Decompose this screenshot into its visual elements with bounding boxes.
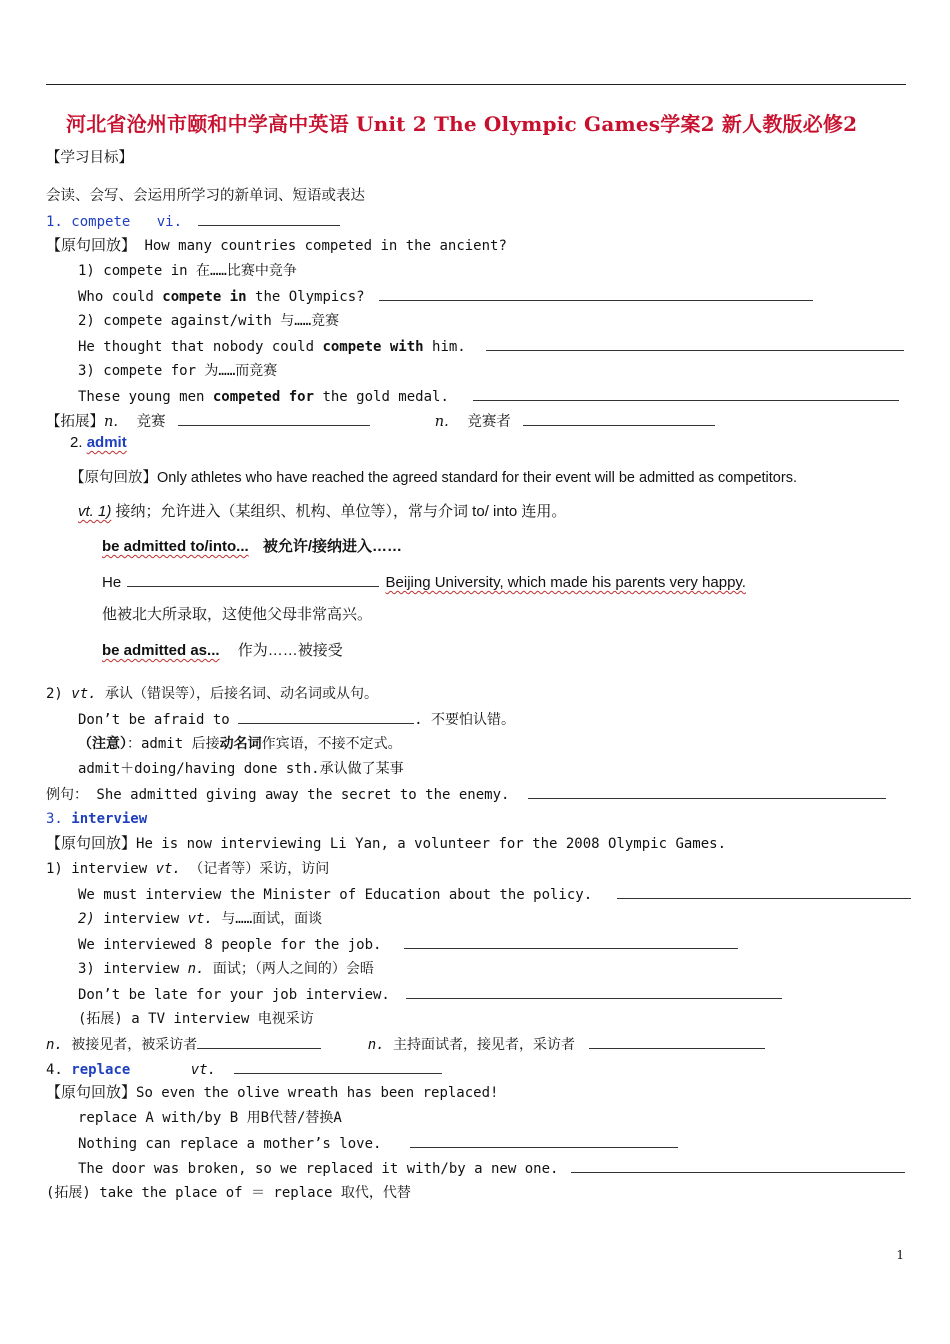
item2-example1 [102, 572, 746, 593]
translation-blank[interactable] [617, 884, 911, 899]
item3-sense1 [46, 859, 329, 879]
item3-derivatives [46, 1034, 765, 1055]
item2-heading [70, 433, 127, 453]
item1-sense2: 2) compete against/with 与……竞赛 [78, 313, 340, 329]
item2-sense2-example [78, 709, 515, 730]
page-title: 河北省沧州市颐和中学高中英语 Unit 2 The Olympic Games学案2 新人教版必修2 [66, 112, 858, 136]
pos-label: vt. [155, 861, 181, 877]
translation-blank[interactable] [528, 784, 886, 799]
derivative-meaning: 主持面试者，接见者，采访者 [384, 1037, 576, 1053]
item1-answer-blank[interactable] [198, 211, 340, 226]
translation-blank[interactable] [406, 984, 782, 999]
sense-number: 2) [78, 911, 95, 927]
sense-number: 3) interview [78, 961, 188, 977]
translation-blank[interactable] [571, 1158, 905, 1173]
item1-sense1-example [78, 286, 813, 307]
item3-review [46, 834, 726, 854]
item3-heading [46, 809, 147, 829]
item1-number: 1. [46, 214, 63, 230]
item1-heading [46, 211, 340, 232]
example-text: Don’t be late for your job interview. [78, 987, 390, 1003]
sense-text: 接纳；允许进入（某组织、机构、单位等），常与介词 to/ into 连用。 [115, 503, 567, 520]
example-text: He thought that nobody could [78, 339, 323, 355]
example-text: Don’t be afraid to [78, 712, 239, 728]
item4-example1 [78, 1133, 678, 1154]
item4-answer-blank[interactable] [234, 1059, 442, 1074]
review-label: 【原句回放】 [70, 470, 157, 486]
item4-review [46, 1083, 498, 1103]
fill-blank[interactable] [238, 709, 414, 724]
item4-heading [46, 1059, 442, 1080]
sense-number: 2) [46, 686, 72, 702]
item4-word: replace [71, 1062, 131, 1078]
item4-example2 [78, 1158, 905, 1179]
review-sentence: So even the olive wreath has been replaced! [136, 1085, 499, 1101]
goals-heading: 【学习目标】 [46, 150, 133, 166]
example-text: him. [423, 339, 466, 355]
item1-word: compete [71, 214, 131, 230]
sense-text: 承认（错误等），后接名词、动名词或从句。 [96, 686, 379, 702]
item2-sense1 [78, 502, 566, 522]
translation-blank[interactable] [473, 386, 899, 401]
note-emphasis: 动名词 [219, 736, 262, 752]
review-label: 【原句回放】 [46, 1084, 137, 1101]
item3-extension: (拓展) a TV interview 电视采访 [78, 1011, 314, 1027]
noun-blank[interactable] [178, 411, 370, 426]
review-sentence: He is now interviewing Li Yan, a volunteer for the 2008 Olympic Games. [136, 836, 727, 852]
item3-sense3 [78, 959, 374, 979]
goals-text: 会读、会写、会运用所学习的新单词、短语或表达 [46, 188, 365, 204]
header-rule [46, 84, 906, 85]
example-text: Nothing can replace a mother’s love. [78, 1136, 382, 1152]
item3-sense2-example [78, 934, 738, 955]
translation-blank[interactable] [410, 1133, 678, 1148]
example-text: . 不要怕认错。 [414, 712, 516, 728]
review-label: 【原句回放】 [46, 835, 137, 852]
page-number: 1 [896, 1248, 904, 1262]
item2-phrase1 [102, 537, 402, 557]
sense-text: 面试；（两人之间的）会晤 [204, 961, 374, 977]
item2-example [46, 784, 886, 805]
noun-blank[interactable] [523, 411, 715, 426]
item2-review [70, 468, 797, 488]
item2-phrase2 [102, 641, 343, 661]
item1-sense1: 1) compete in 在……比赛中竞争 [78, 263, 297, 279]
phrase-en: be admitted to/into... [102, 538, 249, 555]
pos-label: vt. 1) [78, 503, 112, 520]
translation-blank[interactable] [379, 286, 813, 301]
item1-pos: vi. [156, 214, 183, 230]
pos-label: n. [367, 1037, 385, 1053]
pos-label: vt. [187, 911, 213, 927]
item2-pattern: admit＋doing/having done sth.承认做了某事 [78, 761, 404, 777]
derivative-meaning: 被接见者，被采访者 [62, 1037, 198, 1053]
item1-sense3-example [78, 386, 899, 407]
note-text: ：admit 后接 [127, 736, 220, 752]
item2-word: admit [86, 434, 127, 451]
sense-text: （记者等）采访，访问 [180, 861, 330, 877]
review-sentence: How many countries competed in the ancient? [144, 238, 507, 254]
item4-extension: (拓展) take the place of ＝ replace 取代，代替 [46, 1185, 411, 1201]
item1-extension [46, 411, 715, 432]
item2-example1-cn: 他被北大所录取，这使他父母非常高兴。 [102, 606, 373, 623]
item2-note [78, 734, 402, 754]
sense-number: 1) interview [46, 861, 156, 877]
example-text: We interviewed 8 people for the job. [78, 937, 382, 953]
example-text: He [102, 574, 122, 591]
extension-label: 【拓展】 [46, 414, 104, 430]
example-text: the Olympics? [246, 289, 365, 305]
item3-sense3-example [78, 984, 782, 1005]
example-text: These young men [78, 389, 213, 405]
item4-number: 4. [46, 1062, 63, 1078]
item1-sense2-example [78, 336, 904, 357]
translation-blank[interactable] [486, 336, 904, 351]
item3-number: 3. [46, 811, 63, 827]
note-label: （注意） [78, 736, 127, 752]
pos-label: n. [434, 414, 449, 430]
noun-blank[interactable] [197, 1034, 321, 1049]
item1-review [46, 236, 507, 256]
extension-word: 竞赛者 [467, 414, 511, 430]
example-label: 例句： [46, 787, 88, 803]
example-text: the gold medal. [314, 389, 449, 405]
sense-word: interview [94, 911, 188, 927]
item3-sense2 [78, 909, 322, 929]
example-text: We must interview the Minister of Education about the policy. [78, 887, 593, 903]
pos-label: n. [187, 961, 205, 977]
note-text: 作宾语，不接不定式。 [261, 736, 402, 752]
example-text: She admitted giving away the secret to the enemy. [88, 787, 510, 803]
item3-word: interview [71, 811, 148, 827]
item4-sense1: replace A with/by B 用B代替/替换A [78, 1110, 342, 1126]
pos-label: n. [46, 1037, 63, 1053]
example-phrase: compete with [322, 339, 424, 355]
item3-sense1-example [78, 884, 911, 905]
example-text: Who could [78, 289, 163, 305]
item1-sense3: 3) compete for 为……而竞赛 [78, 363, 278, 379]
item2-number: 2. [70, 434, 83, 451]
pos-label: vt. [71, 686, 97, 702]
pos-label: n. [104, 414, 118, 430]
phrase-cn: 作为……被接受 [237, 642, 343, 659]
pos-label: vt. [190, 1062, 217, 1078]
example-phrase: compete in [162, 289, 247, 305]
sense-text: 与……面试，面谈 [212, 911, 323, 927]
fill-blank[interactable] [127, 572, 379, 587]
review-sentence: Only athletes who have reached the agreed standard for their event will be admitted as competitors. [157, 470, 797, 486]
phrase-cn: 被允许/接纳进入…… [262, 538, 403, 555]
example-phrase: competed for [212, 389, 315, 405]
example-text: The door was broken, so we replaced it with/by a new one. [78, 1161, 559, 1177]
translation-blank[interactable] [404, 934, 738, 949]
item2-sense2 [46, 684, 378, 704]
example-text: Beijing University, which made his parents very happy. [385, 574, 746, 591]
noun-blank[interactable] [589, 1034, 765, 1049]
extension-word: 竞赛 [136, 414, 166, 430]
phrase-en: be admitted as... [102, 642, 220, 659]
review-label: 【原句回放】 [46, 237, 137, 254]
